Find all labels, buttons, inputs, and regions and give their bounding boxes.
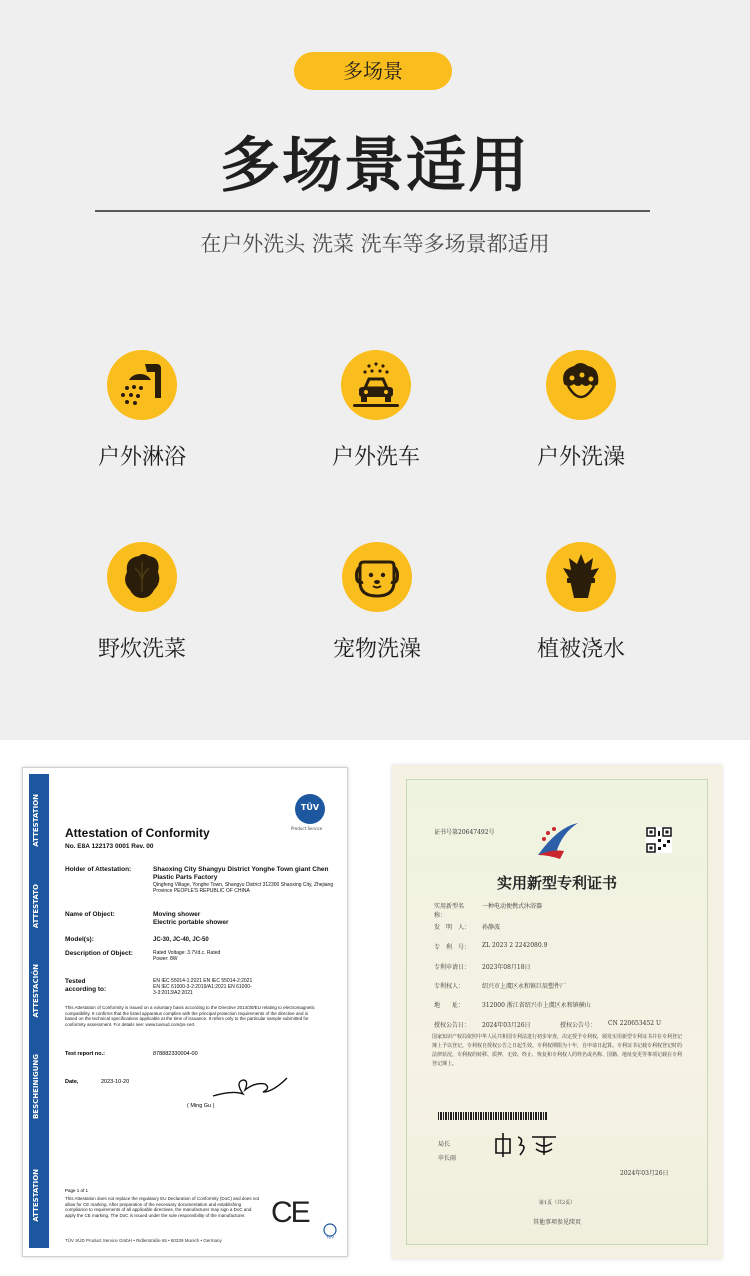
barcode (438, 1112, 548, 1120)
side-bar-text: ATTESTATION (32, 794, 40, 847)
scene-label: 户外淋浴 (97, 445, 186, 470)
scene-label: 植被浇水 (536, 637, 625, 662)
scene-label: 宠物洗澡 (332, 637, 421, 662)
scene-label: 户外洗车 (331, 445, 420, 470)
signer-name: ( Ming Gu ) (187, 1103, 215, 1109)
scene-car-wash (286, 350, 466, 500)
scene-watering (491, 542, 671, 692)
scene-label: 野炊洗菜 (97, 637, 186, 662)
certificate-side-bar (29, 774, 49, 1248)
issuer-address: TÜV SÜD Product Service GmbH • Ridlerstraße 65 • 80339 Munich • Germany (65, 1238, 222, 1243)
page-number: 第1页（共2页） (538, 1200, 576, 1206)
shower-icon (107, 350, 177, 420)
plant-icon (546, 542, 616, 612)
scene-shower (52, 350, 232, 500)
report-label: Test report no.: (65, 1051, 105, 1057)
bath-hair-icon (546, 350, 616, 420)
page-subtitle: 在户外洗头 洗菜 洗车等多场景都适用 (200, 232, 550, 256)
date-value: 2023-10-20 (101, 1079, 130, 1085)
certificate-number: No. E8A 122173 0001 Rev. 00 (65, 843, 154, 850)
qr-code (646, 827, 672, 853)
patent-emblem-icon (534, 819, 582, 863)
report-number: 878882330004-00 (153, 1051, 198, 1057)
tuv-logo-caption: Product Service (291, 826, 323, 831)
signature-date: 2024年03月26日 (620, 1170, 669, 1177)
scene-label: 户外洗澡 (536, 445, 625, 470)
tuv-logo: TÜV (295, 794, 325, 824)
footer-note: 其他事项参见续页 (532, 1219, 581, 1226)
cabbage-icon (107, 542, 177, 612)
director-name: 申长雨 (438, 1155, 457, 1162)
holder-name: Shaoxing City Shangyu District Yonghe Town giant Chen Plastic Parts Factory (153, 866, 329, 881)
section-badge: 多场景 (294, 52, 452, 90)
footer-note: This Attestation does not replace the regulatory EU Declaration of Conformity (DoC) and does not allow for CE marking. After preparation of the necessary documentation and establishing compliance to requirements of all applicable directives, the manufacturer may sign a DoC and apply the CE marking. The DoC is issued under the sole responsibility of the manufacturer. (65, 1196, 260, 1218)
divider (95, 210, 650, 212)
side-bar-text: BESCHEINIGUNG (32, 1054, 40, 1120)
tuv-attestation-certificate: ATTESTATION ATTESTATO ATTESTACIÓN BESCHEINIGUNG ATTESTATION TÜV Product Service Attestation of Conformity No. E8A 122173 0001 Rev. 00 Holder of Attestation: Shaoxing City Shangyu District Yonghe Town giant Chen Plastic Parts Factory Qingfeng Village, Yonghe Town, Shangyu District 312300 Shaoxing City, Zhejiang Province PEOPLE'S REPUBLIC OF CHINA Name of Object: Moving shower Electric portable shower Model(s): JC-30, JC-40, JC-50 Description of Object: Rated Voltage: 3.7Vd.c. Rated Power: 8W Tested according to: EN IEC 55014-1:2021 EN IEC 55014-2:2021 EN IEC 61000-3-2:2019/A1:2021 EN 61000-3-3:2013/A2:2021 This Attestation of Conformity is issued on a voluntary basis according to the Directive 2014/30/EU relating to electromagnetic compatibility. It confirms that the listed apparatus complies with the principal protection requirements of the directive and is based on the technical specifications applicable at the time of issuance. It refers only to the particular sample submitted for conformity assessment. For details see: www.tuvsud.com/ps-cert. Test report no.: 878882330004-00 Date, 2023-10-20 ( Ming Gu ) Page 1 of 1 This Attestation does not replace the regulatory EU Declaration of Conformity (DoC) and does not allow for CE marking. After preparation of the necessary documentation and establishing compliance to requirements of all applicable directives, the manufacturer may sign a DoC and apply the CE marking. The DoC is issued under the sole responsibility of the manufacturer. CE TÜV TÜV SÜD Product Service GmbH • Ridlerstraße 65 • 80339 Munich • Germany (22, 767, 348, 1257)
attestation-paragraph: This Attestation of Conformity is issued on a voluntary basis according to the Directive 2014/30/EU relating to electromagnetic compatibility. It confirms that the listed apparatus complies with the principal protection requirements of the directive and is based on the technical specifications applicable at the time of issuance. It refers only to the particular sample submitted for conformity assessment. For details see: www.tuvsud.com/ps-cert. (65, 1005, 315, 1027)
side-bar-text: ATTESTATO (32, 884, 40, 929)
tuv-small-logo (319, 1223, 341, 1239)
scene-pet (287, 542, 467, 692)
certificate-number: 证书号第20647492号 (434, 829, 495, 836)
certificate-paragraph: 国家知识产权局依照中华人民共和国专利法进行初步审查，决定授予专利权，颁发实用新型专利证书并在专利登记簿上予以登记。专利权自授权公告之日起生效。专利权期限为十年，自申请日起算。专利证书记载专利权登记时的法律状况。专利权的转移、质押、无效、终止、恢复和专利权人的姓名或名称、国籍、地址变更等事项记载在专利登记簿上。 (432, 1034, 683, 1067)
page-title: 多场景适用 (220, 131, 530, 201)
signature-image (209, 1074, 289, 1104)
date-label: Date, (65, 1079, 79, 1085)
side-bar-text: ATTESTATION (32, 1169, 40, 1222)
certificate-heading: Attestation of Conformity (65, 826, 210, 840)
holder-address: Qingfeng Village, Yonghe Town, Shangyu District 312300 Shaoxing City, Zhejiang Province PEOPLE'S REPUBLIC OF CHINA (153, 882, 334, 894)
director-title: 局长 (438, 1141, 451, 1148)
ce-mark: CE (271, 1196, 309, 1229)
dog-icon (342, 542, 412, 612)
page-number: Page 1 of 1 (65, 1188, 89, 1193)
car-wash-icon (341, 350, 411, 420)
certificate-title: 实用新型专利证书 (496, 874, 617, 892)
scene-bath (491, 350, 671, 500)
director-signature-image (492, 1129, 564, 1159)
utility-patent-certificate: 证书号第20647492号 实用新型专利证书 实用新型名称： 一种电动便携式沐浴器 发 明 人： 孙静波 专 利 号： ZL 2023 2 2242080.9 专利申请日： 2023年08月18日 专利权人： 绍兴市上虞区永和镇巨辰塑件厂 地 址： 312000 浙江省绍兴市上虞区永和镇横山 授权公告日： 2024年03月26日 授权公告号： CN 220653452 U 国家知识产权局依照中华人民共和国专利法进行初步审查，决定授予专利权，颁发实用新型专利证书并在专利登记簿上予以登记。专利权自授权公告之日起生效。专利权期限为十年，自申请日起算。专利证书记载专利权登记时的法律状况。专利权的转移、质押、无效、终止、恢复和专利权人的姓名或名称、国籍、地址变更等事项记载在专利登记簿上。 局长 申长雨 2024年03月26日 第1页（共2页） 其他事项参见续页 (392, 765, 722, 1259)
scene-cooking (52, 542, 232, 692)
side-bar-text: ATTESTACIÓN (32, 964, 40, 1018)
svg-text:TÜV: TÜV (326, 1234, 334, 1239)
